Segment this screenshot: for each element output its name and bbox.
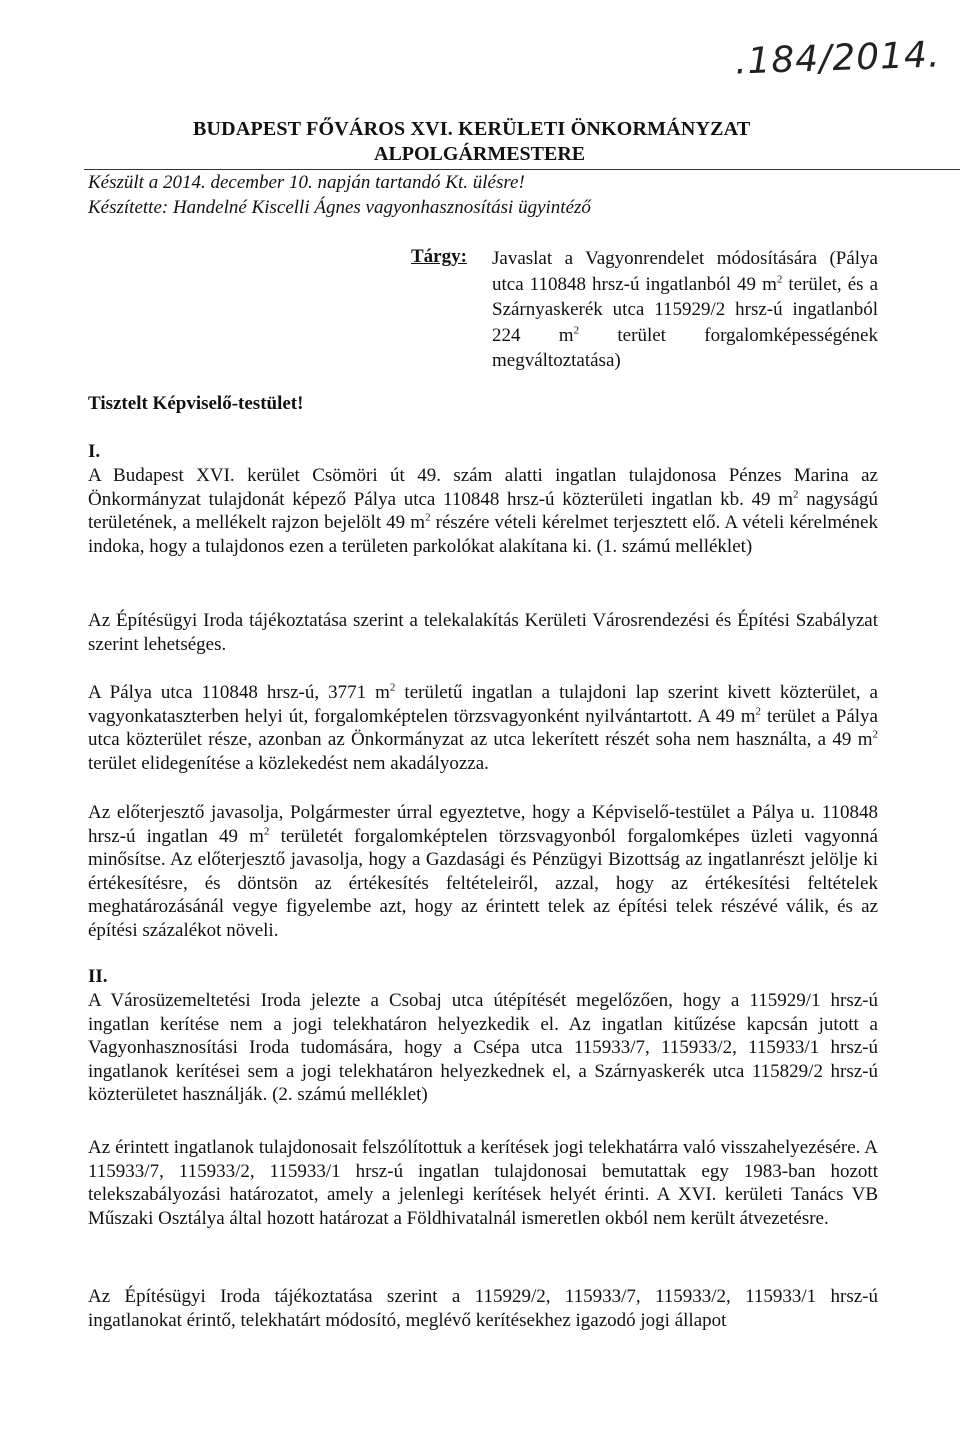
paragraph: A Városüzemeltetési Iroda jelezte a Csobaj utca útépítését megelőzően, hogy a 115929/1 hrsz-ú ingatlan kerítése nem a jogi telekhatáron helyezkedik el. Az ingatlan kitűzése kapcsán jutott a Vagyonhasznosítási Iroda tudomására, hogy a Csépa utca 115933/7, 115933/2, 115933/1 hrsz-ú ingatlanok kerítései sem a jogi telekhatáron helyezkednek el, a Szárnyaskerék utca 115829/2 hrsz-ú közterületet használják. (2. számú melléklet): [88, 990, 878, 1105]
paragraph: Az előterjesztő javasolja, Polgármester úrral egyeztetve, hogy a Képviselő-testület a Pálya u. 110848 hrsz-ú ingatlan 49 $m^2$ területét forgalomképtelen törzsvagyonból forgalomképes üzleti vagyonná minősítse. Az előterjesztő javasolja, hogy a Gazdasági és Pénzügyi Bizottság az ingatlanrészt jelölje ki értékesítésre, és döntsön az értékesítés feltételeiről, azzal, hogy az értékesítési feltételek meghatározásánál vegye figyelembe azt, hogy az érintett telek az építési telek részévé válik, és az építési százalékot növeli.: [88, 802, 878, 941]
header-divider: [84, 169, 960, 170]
section-heading-I: I.: [88, 441, 101, 462]
prepared-for: Készült a 2014. december 10. napján tartandó Kt. ülésre!: [88, 172, 525, 193]
subject-text: Javaslat a Vagyonrendelet módosítására (Pálya utca 110848 hrsz-ú ingatlanból 49 $m^2$ terület, és a Szárnyaskerék utca 115929/2 hrsz-ú ingatlanból 224 $m^2$ terület forgalomképességének megváltoztatása): [492, 248, 878, 371]
prepared-by: Készítette: Handelné Kiscelli Ágnes vagyonhasznosítási ügyintéző: [88, 197, 591, 218]
org-title: ALPOLGÁRMESTERE: [374, 143, 586, 165]
paragraph: Az Építésügyi Iroda tájékoztatása szerint a 115929/2, 115933/7, 115933/2, 115933/1 hrsz-ú ingatlanokat érintő, telekhatárt módosító, meglévő kerítésekhez igazodó jogi állapot: [88, 1286, 878, 1331]
paragraph: Az érintett ingatlanok tulajdonosait felszólítottuk a kerítések jogi telekhatárra való visszahelyezésére. A 115933/7, 115933/2, 115933/1 hrsz-ú ingatlan tulajdonosai bemutattak egy 1983-ban hozott telekszabályozási határozatot, amely a jelenlegi kerítések helyét érinti. A XVI. kerületi Tanács VB Műszaki Osztálya által hozott határozat a Földhivatalnál ismeretlen okból nem került átvezetésre.: [88, 1137, 878, 1229]
org-name: BUDAPEST FŐVÁROS XVI. KERÜLETI ÖNKORMÁNYZAT: [193, 118, 751, 140]
paragraph: A Pálya utca 110848 hrsz-ú, 3771 $m^2$ területű ingatlan a tulajdoni lap szerint kivett közterület, a vagyonkataszterben helyi út, forgalomképtelen törzsvagyonként nyilvántartott. A 49 $m^2$ terület a Pálya utca közterület része, azonban az Önkormányzat az utca lekerített részét soha nem használta, a 49 $m^2$ terület elidegenítése a közlekedést nem akadályozza.: [88, 681, 878, 774]
section-heading-II: II.: [88, 966, 108, 987]
paragraph: Az Építésügyi Iroda tájékoztatása szerint a telekalakítás Kerületi Városrendezési és Építési Szabályzat szerint lehetséges.: [88, 610, 878, 655]
subject-label: Tárgy:: [411, 246, 467, 267]
paragraph: A Budapest XVI. kerület Csömöri út 49. szám alatti ingatlan tulajdonosa Pénzes Marina az Önkormányzat tulajdonát képező Pálya utca 110848 hrsz-ú közterületi ingatlan kb. 49 $m^2$ nagyságú területének, a mellékelt rajzon bejelölt 49 $m^2$ részére vételi kérelmet terjesztett elő. A vételi kérelmének indoka, hogy a tulajdonos ezen a területen parkolókat alakítana ki. (1. számú melléklet): [88, 465, 878, 557]
handwritten-reference: .184/2014.: [734, 34, 942, 83]
salutation: Tisztelt Képviselő-testület!: [88, 393, 304, 414]
